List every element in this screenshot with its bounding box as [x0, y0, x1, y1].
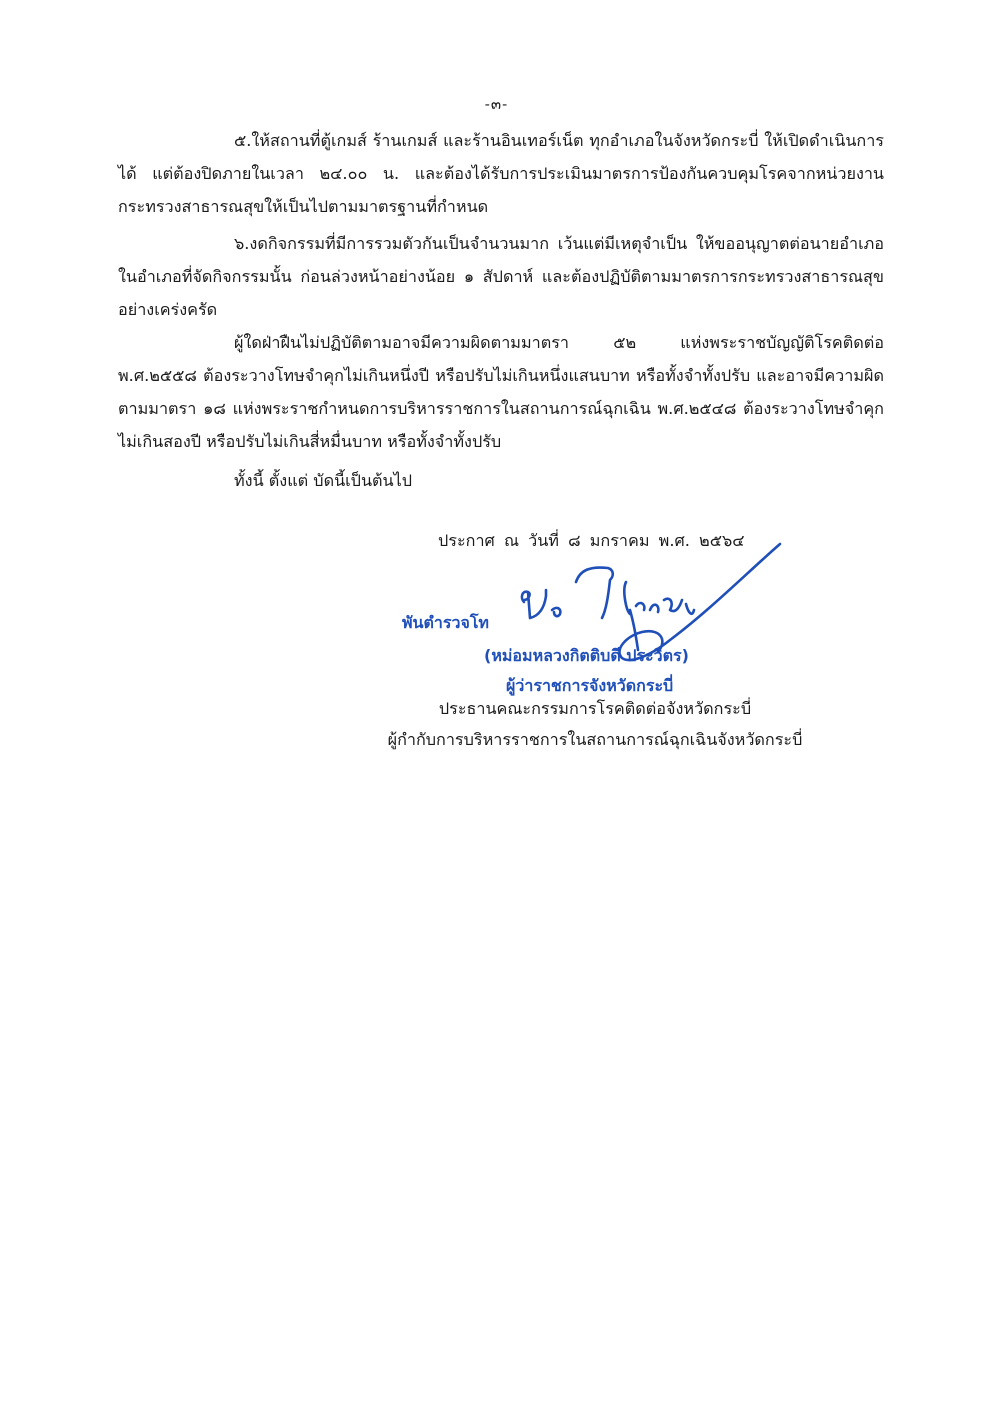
effective-text: ทั้งนี้ ตั้งแต่ บัดนี้เป็นต้นไป	[234, 471, 413, 490]
signatory-rank: พันตำรวจโท	[402, 613, 489, 632]
penalty-text: ผู้ใดฝ่าฝืนไม่ปฏิบัติตามอาจมีความผิดตามมาตรา ๕๒ แห่งพระราชบัญญัติโรคติดต่อ พ.ศ.๒๕๕๘ ต้องระวางโทษจำคุกไม่เกินหนึ่งปี หรือปรับไม่เกินหนึ่งแสนบาท หรือทั้งจำทั้งปรับ และอาจมีความผิดตามมาตรา ๑๘ แห่งพระราชกำหนดการบริหารราชการในสถานการณ์ฉุกเฉิน พ.ศ.๒๕๔๘ ต้องระวางโทษจำคุกไม่เกินสองปี หรือปรับไม่เกินสี่หมื่นบาท หรือทั้งจำทั้งปรับ	[118, 333, 884, 451]
announcement-date: ประกาศ ณ วันที่ ๘ มกราคม พ.ศ. ๒๕๖๔	[438, 531, 745, 550]
paragraph-5	[118, 124, 884, 223]
signatory-role-committee: ประธานคณะกรรมการโรคติดต่อจังหวัดกระบี่	[438, 699, 752, 718]
signatory-title: ผู้ว่าราชการจังหวัดกระบี่	[506, 676, 674, 695]
paragraph-6	[118, 227, 884, 326]
paragraph-6-text: ๖.งดกิจกรรมที่มีการรวมตัวกันเป็นจำนวนมาก เว้นแต่มีเหตุจำเป็น ให้ขออนุญาตต่อนายอำเภอในอำเภอที่จัดกิจกรรมนั้น ก่อนล่วงหน้าอย่างน้อย ๑ สัปดาห์ และต้องปฏิบัติตามมาตรการกระทรวงสาธารณสุขอย่างเคร่งครัด	[118, 234, 884, 319]
page-number: -๓-	[484, 95, 509, 113]
effective-paragraph	[118, 464, 884, 497]
signatory-role-emergency: ผู้กำกับการบริหารราชการในสถานการณ์ฉุกเฉินจังหวัดกระบี่	[387, 730, 803, 749]
penalty-paragraph	[118, 326, 884, 458]
paragraph-5-text: ๕.ให้สถานที่ตู้เกมส์ ร้านเกมส์ และร้านอินเทอร์เน็ต ทุกอำเภอในจังหวัดกระบี่ ให้เปิดดำเนินการได้ แต่ต้องปิดภายในเวลา ๒๔.๐๐ น. และต้องได้รับการประเมินมาตรการป้องกันควบคุมโรคจากหน่วยงานกระทรวงสาธารณสุขให้เป็นไปตามมาตรฐานที่กำหนด	[118, 131, 884, 216]
signatory-name: (หม่อมหลวงกิตติบดี ประวิตร)	[484, 646, 689, 665]
